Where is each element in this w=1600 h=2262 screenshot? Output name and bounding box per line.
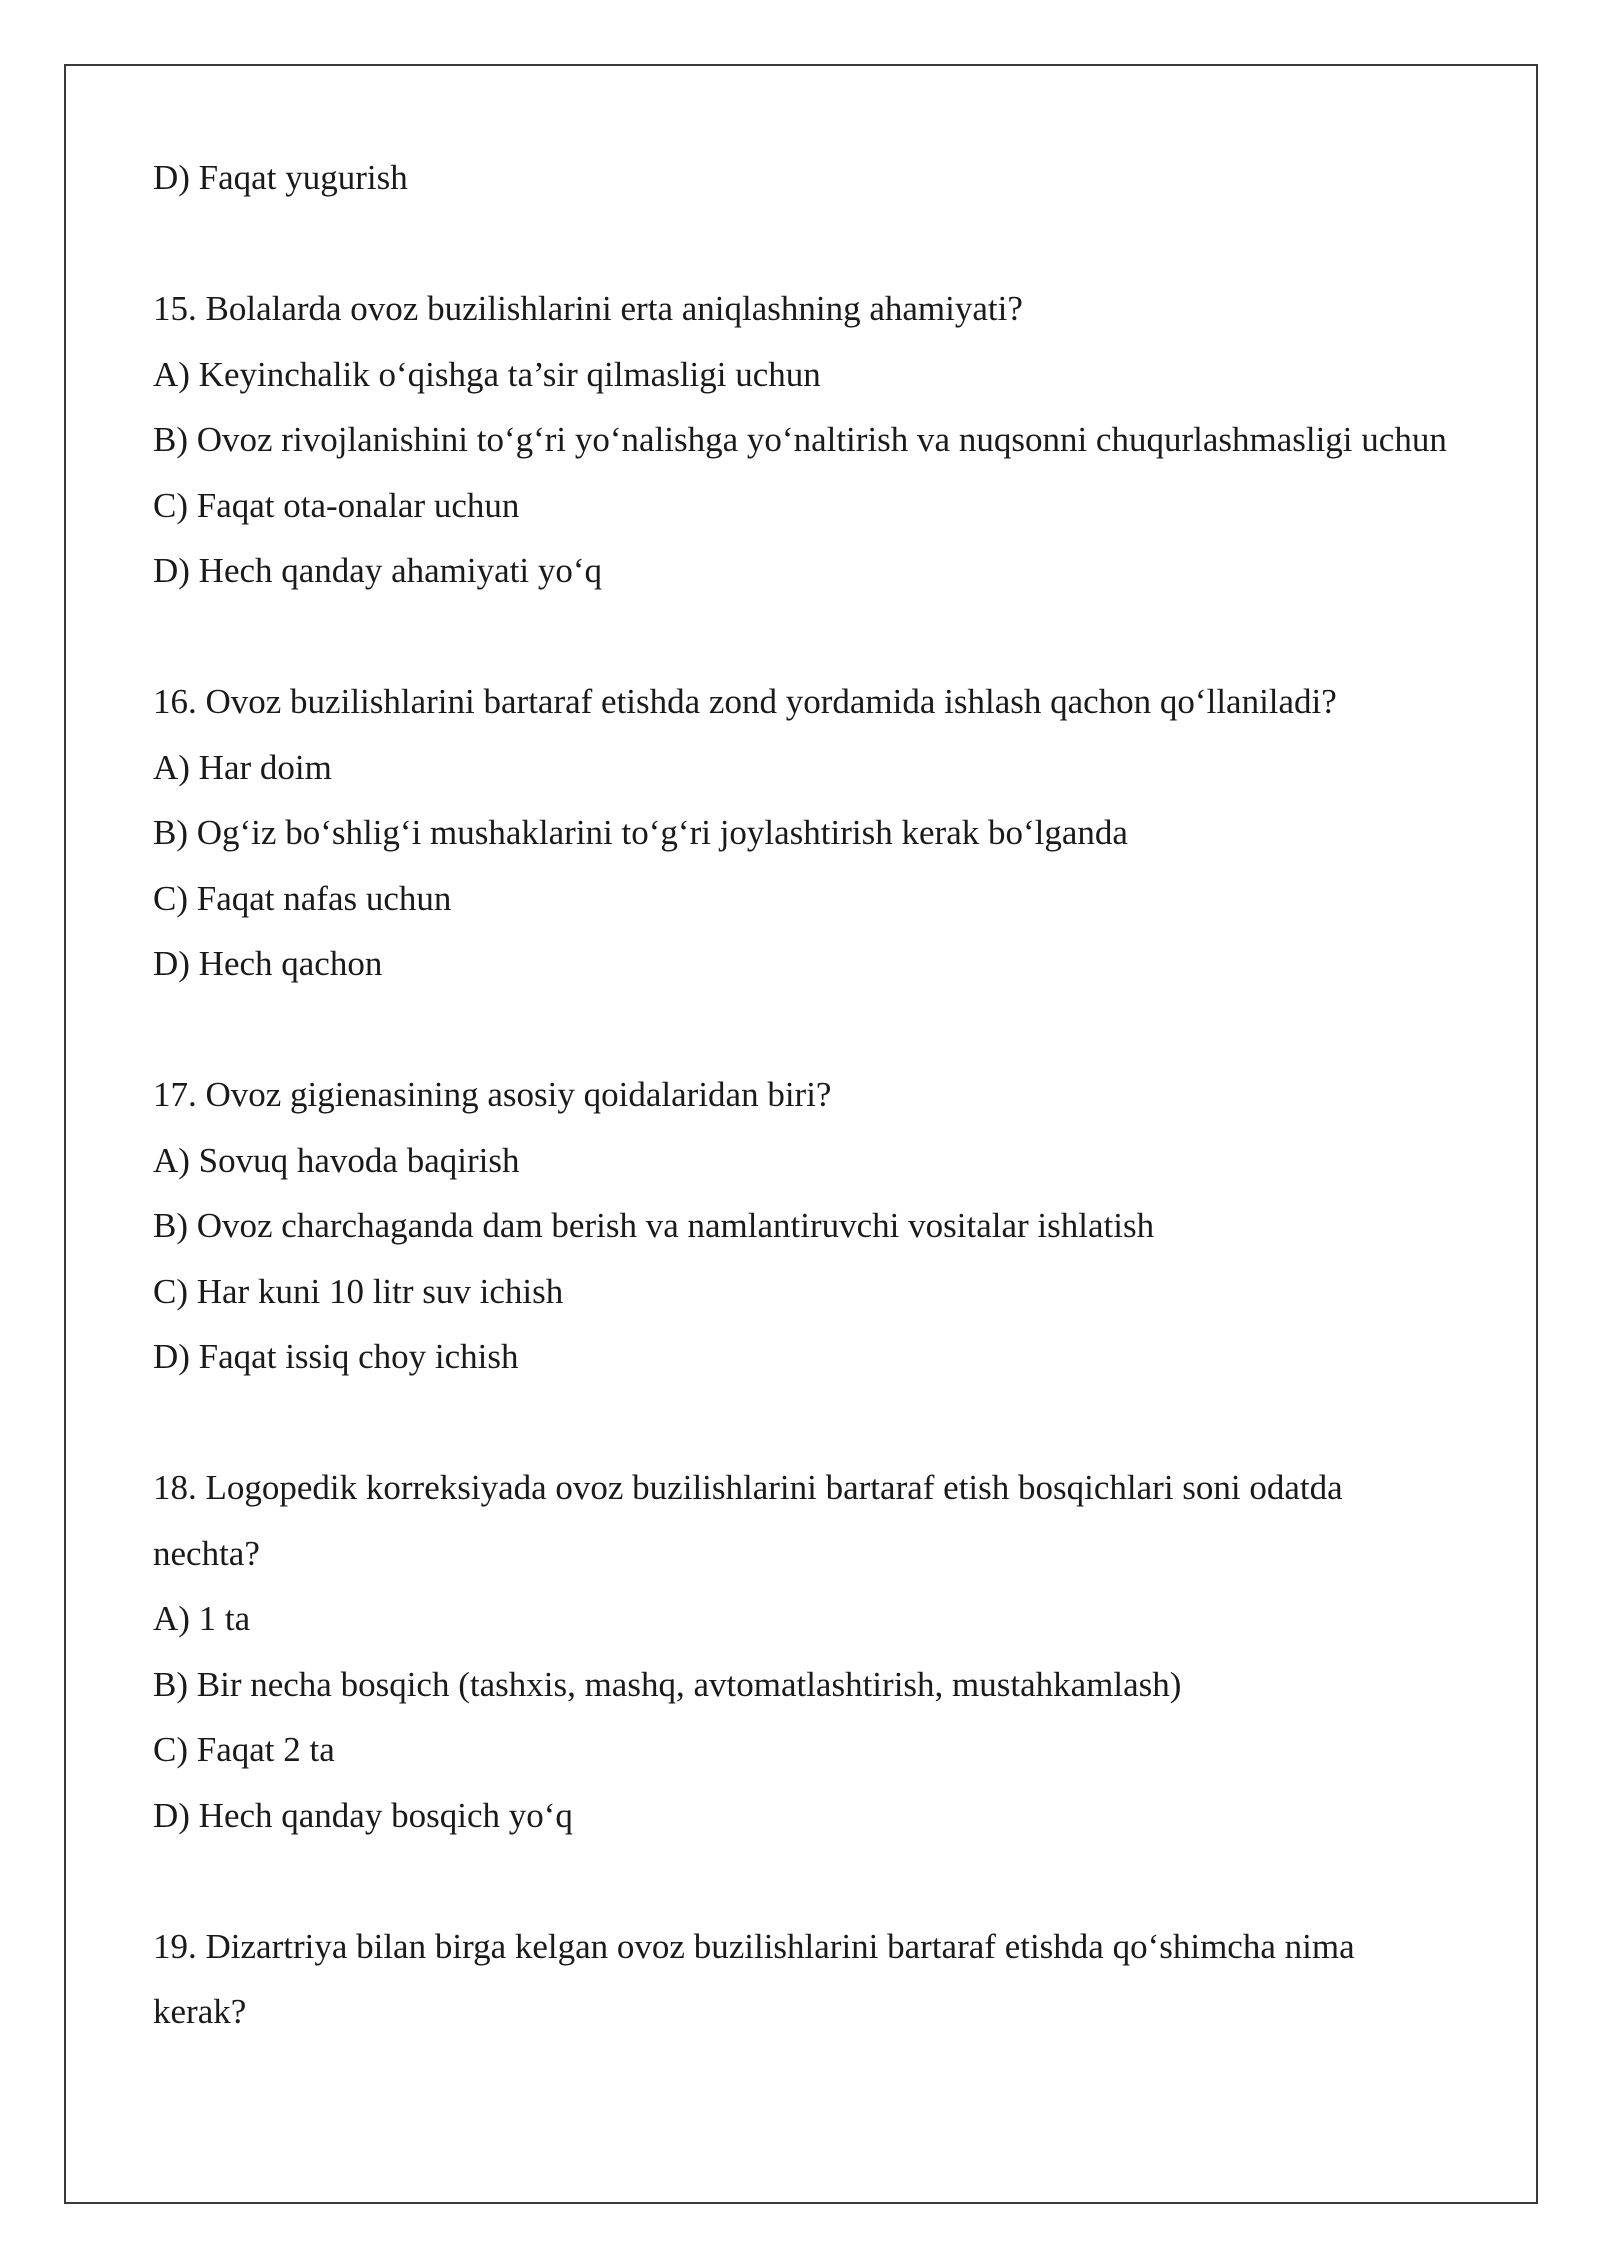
spacer [153,604,1453,670]
question-15-option-a: A) Keyinchalik o‘qishga ta’sir qilmasligi uchun [153,354,821,394]
question-18-option-b: B) Bir necha bosqich (tashxis, mashq, avtomatlashtirish, mustahkamlash) [153,1664,1182,1704]
question-17-option-d: D) Faqat issiq choy ichish [153,1337,519,1376]
question-16-option-d: D) Hech qachon [153,944,383,983]
question-18-option-a: A) 1 ta [153,1599,251,1638]
question-16-option-a: A) Har doim [153,747,332,787]
document-body [153,145,1453,2045]
question-block-18 [153,1455,1453,1848]
question-19-text: 19. Dizartriya bilan birga kelgan ovoz buzilishlarini bartaraf etishda qo‘shimcha nima kerak? [153,1926,1355,2031]
question-16-option-b: B) Og‘iz bo‘shlig‘i mushaklarini to‘g‘ri joylashtirish kerak bo‘lganda [153,813,1128,852]
question-17-option-b: B) Ovoz charchaganda dam berish va namlantiruvchi vositalar ishlatish [153,1206,1155,1245]
question-block-15 [153,276,1453,604]
question-17-option-c: C) Har kuni 10 litr suv ichish [153,1271,564,1311]
question-18-text: 18. Logopedik korreksiyada ovoz buzilishlarini bartaraf etish bosqichlari soni odatda nechta? [153,1468,1343,1573]
question-15-option-b: B) Ovoz rivojlanishini to‘g‘ri yo‘nalishga yo‘naltirish va nuqsonni chuqurlashmasligi uchun [153,420,1447,459]
question-17-text: 17. Ovoz gigienasining asosiy qoidalaridan biri? [153,1075,832,1114]
question-17-option-a: A) Sovuq havoda baqirish [153,1140,520,1180]
spacer [153,1848,1453,1914]
question-block-19 [153,1914,1453,2045]
spacer [153,211,1453,277]
question-15-text: 15. Bolalarda ovoz buzilishlarini erta aniqlashning ahamiyati? [153,289,1023,328]
question-block-17 [153,1062,1453,1390]
question-15-option-c: C) Faqat ota-onalar uchun [153,485,520,525]
question-18-option-d: D) Hech qanday bosqich yo‘q [153,1795,573,1835]
spacer [153,997,1453,1063]
question-16-text: 16. Ovoz buzilishlarini bartaraf etishda zond yordamida ishlash qachon qo‘llaniladi? [153,682,1337,721]
question-15-option-d: D) Hech qanday ahamiyati yo‘q [153,551,603,590]
question-block-16 [153,669,1453,997]
question-16-option-c: C) Faqat nafas uchun [153,878,452,918]
question-18-option-c: C) Faqat 2 ta [153,1730,335,1769]
spacer [153,1390,1453,1456]
option-d-carryover: D) Faqat yugurish [153,158,408,197]
